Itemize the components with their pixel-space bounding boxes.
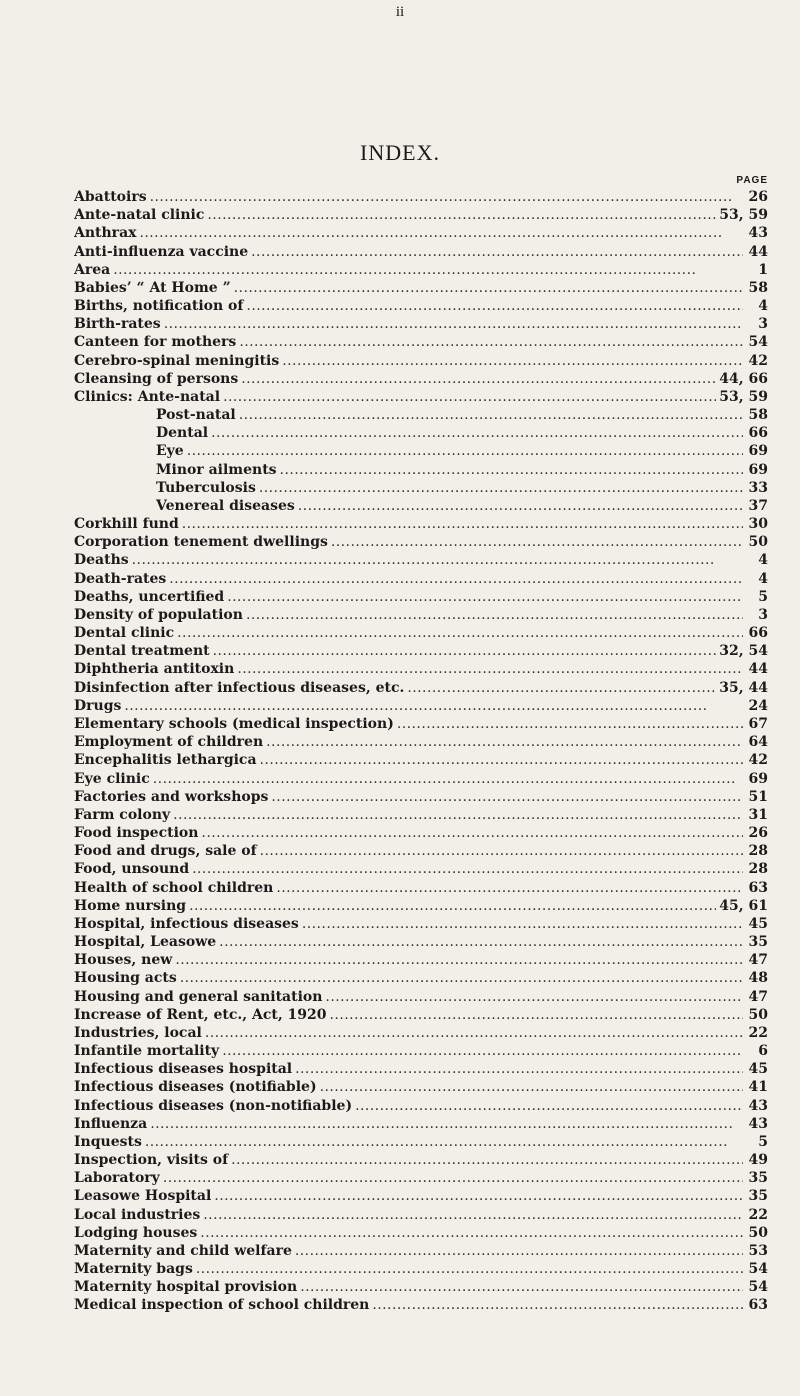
dot-leader: [214, 1187, 743, 1205]
entry-page-number: 35: [748, 1170, 768, 1187]
entry-page-number: 5: [758, 1133, 768, 1150]
entry-label: Cerebro-spinal meningitis: [74, 352, 280, 369]
dot-leader: [246, 297, 743, 315]
index-entry: [74, 988, 768, 1006]
dot-leader: [113, 261, 743, 279]
dot-leader: [266, 733, 743, 751]
dot-leader: [187, 442, 743, 460]
index-entry: [74, 188, 768, 206]
index-entry: [74, 406, 768, 424]
entry-label: Deaths: [74, 552, 129, 569]
dot-leader: [177, 624, 743, 642]
entry-page-number: 43: [748, 1097, 768, 1114]
entry-label: Elementary schools (medical inspection): [74, 715, 394, 732]
entry-label: Hospital, Leasowe: [74, 934, 217, 951]
entry-page-number: 44: [748, 243, 768, 260]
entry-label: Hospital, infectious diseases: [74, 915, 299, 932]
dot-leader: [213, 642, 717, 660]
entry-label: Laboratory: [74, 1170, 160, 1187]
entry-page-number: 49: [748, 1152, 768, 1169]
entry-label: Eye clinic: [74, 770, 150, 787]
entry-label: Post-natal: [156, 407, 236, 424]
entry-page-number: 22: [748, 1206, 768, 1223]
dot-leader: [246, 606, 743, 624]
entry-page-number: 66: [748, 425, 768, 442]
dot-leader: [164, 315, 743, 333]
page-column-heading: PAGE: [736, 175, 768, 186]
dot-leader: [182, 515, 743, 533]
entry-label: Venereal diseases: [156, 497, 295, 514]
index-entry: [74, 1260, 768, 1278]
entry-page-number: 54: [748, 334, 768, 351]
dot-leader: [259, 479, 743, 497]
entry-label: Industries, local: [74, 1024, 202, 1041]
entry-page-number: 35: [748, 1188, 768, 1205]
dot-leader: [295, 1060, 743, 1078]
entry-label: Infantile mortality: [74, 1043, 220, 1060]
dot-leader: [153, 770, 743, 788]
dot-leader: [180, 969, 743, 987]
entry-label: Leasowe Hospital: [74, 1188, 212, 1205]
index-entry: [74, 297, 768, 315]
entry-page-number: 37: [748, 497, 768, 514]
dot-leader: [150, 188, 743, 206]
index-entry: [74, 1024, 768, 1042]
index-entry: [74, 788, 768, 806]
entry-label: Inquests: [74, 1133, 142, 1150]
dot-leader: [260, 842, 743, 860]
dot-leader: [139, 224, 743, 242]
dot-leader: [211, 424, 743, 442]
index-entry: [74, 1278, 768, 1296]
dot-leader: [207, 206, 716, 224]
dot-leader: [175, 951, 743, 969]
entry-page-number: 22: [748, 1024, 768, 1041]
index-entry: [74, 1006, 768, 1024]
index-entry: [74, 679, 768, 697]
index-entry: [74, 1060, 768, 1078]
index-entry: [74, 588, 768, 606]
entry-page-number: 28: [748, 843, 768, 860]
index-entry: [74, 969, 768, 987]
index-entry: [74, 642, 768, 660]
index-entry: [74, 715, 768, 733]
entry-page-number: 50: [748, 1006, 768, 1023]
dot-leader: [241, 370, 716, 388]
entry-label: Farm colony: [74, 806, 171, 823]
index-entry: [74, 1187, 768, 1205]
index-entries: [74, 188, 768, 1315]
entry-label: Deaths, uncertified: [74, 588, 225, 605]
dot-leader: [196, 1260, 743, 1278]
dot-leader: [203, 1206, 743, 1224]
entry-page-number: 41: [748, 1079, 768, 1096]
entry-page-number: 28: [748, 861, 768, 878]
entry-label: Canteen for mothers: [74, 334, 237, 351]
entry-label: Anthrax: [74, 225, 137, 242]
page-folio: ii: [395, 4, 405, 20]
entry-label: Food inspection: [74, 825, 199, 842]
dot-leader: [280, 461, 743, 479]
index-entry: [74, 333, 768, 351]
entry-label: Cleansing of persons: [74, 370, 239, 387]
page-title: INDEX.: [360, 140, 440, 165]
entry-label: Food, unsound: [74, 861, 190, 878]
entry-page-number: 43: [748, 1115, 768, 1132]
index-entry: [74, 624, 768, 642]
index-entry: [74, 751, 768, 769]
index-entry: [74, 370, 768, 388]
index-entry: [74, 515, 768, 533]
entry-page-number: 26: [748, 825, 768, 842]
dot-leader: [231, 1151, 743, 1169]
entry-page-number: 4: [758, 570, 768, 587]
entry-page-number: 47: [748, 952, 768, 969]
entry-label: Maternity and child welfare: [74, 1242, 292, 1259]
index-entry: [74, 243, 768, 261]
entry-page-number: 30: [748, 516, 768, 533]
dot-leader: [251, 243, 743, 261]
dot-leader: [239, 333, 743, 351]
entry-label: Factories and workshops: [74, 788, 269, 805]
entry-label: Houses, new: [74, 952, 173, 969]
dot-leader: [372, 1296, 743, 1314]
entry-page-number: 47: [748, 988, 768, 1005]
index-entry: [74, 1169, 768, 1187]
index-entry: [74, 915, 768, 933]
entry-label: Food and drugs, sale of: [74, 843, 257, 860]
entry-page-number: 35: [748, 934, 768, 951]
index-entry: [74, 570, 768, 588]
index-entry: [74, 951, 768, 969]
entry-page-number: 44: [748, 661, 768, 678]
entry-page-number: 53, 59: [719, 207, 768, 224]
index-entry: [74, 1042, 768, 1060]
index-entry: [74, 1224, 768, 1242]
entry-label: Housing and general sanitation: [74, 988, 323, 1005]
dot-leader: [397, 715, 743, 733]
entry-page-number: 42: [748, 752, 768, 769]
entry-page-number: 1: [758, 261, 768, 278]
index-entry: [74, 860, 768, 878]
dot-leader: [223, 388, 716, 406]
dot-leader: [295, 1242, 743, 1260]
entry-label: Dental clinic: [74, 625, 175, 642]
dot-leader: [200, 1224, 743, 1242]
entry-label: Medical inspection of school children: [74, 1297, 370, 1314]
index-entry: [74, 279, 768, 297]
entry-page-number: 63: [748, 879, 768, 896]
entry-page-number: 3: [758, 606, 768, 623]
entry-label: Employment of children: [74, 734, 264, 751]
entry-page-number: 54: [748, 1279, 768, 1296]
entry-label: Maternity hospital provision: [74, 1279, 298, 1296]
index-entry: [74, 806, 768, 824]
index-entry: [74, 206, 768, 224]
entry-label: Lodging houses: [74, 1224, 198, 1241]
entry-label: Maternity bags: [74, 1261, 193, 1278]
dot-leader: [124, 697, 743, 715]
dot-leader: [331, 533, 743, 551]
entry-page-number: 4: [758, 298, 768, 315]
entry-page-number: 69: [748, 770, 768, 787]
dot-leader: [298, 497, 743, 515]
entry-page-number: 35, 44: [719, 679, 768, 696]
index-entry: [74, 497, 768, 515]
index-entry: [74, 842, 768, 860]
entry-label: Corporation tenement dwellings: [74, 534, 328, 551]
entry-label: Housing acts: [74, 970, 177, 987]
entry-label: Minor ailments: [156, 461, 277, 478]
dot-leader: [132, 551, 743, 569]
entry-page-number: 44, 66: [719, 370, 768, 387]
entry-page-number: 58: [748, 407, 768, 424]
entry-label: Inspection, visits of: [74, 1152, 229, 1169]
index-entry: [74, 1151, 768, 1169]
index-entry: [74, 697, 768, 715]
entry-page-number: 64: [748, 734, 768, 751]
dot-leader: [237, 660, 743, 678]
entry-page-number: 43: [748, 225, 768, 242]
entry-label: Birth-rates: [74, 316, 161, 333]
entry-page-number: 4: [758, 552, 768, 569]
dot-leader: [189, 897, 716, 915]
entry-label: Encephalitis lethargica: [74, 752, 257, 769]
entry-label: Infectious diseases hospital: [74, 1061, 293, 1078]
index-entry: [74, 461, 768, 479]
index-entry: [74, 1296, 768, 1314]
index-entry: [74, 1206, 768, 1224]
entry-label: Tuberculosis: [156, 479, 256, 496]
index-entry: [74, 660, 768, 678]
index-entry: [74, 479, 768, 497]
entry-page-number: 50: [748, 534, 768, 551]
entry-page-number: 45: [748, 915, 768, 932]
entry-label: Infectious diseases (non-notifiable): [74, 1097, 353, 1114]
entry-label: Births, notification of: [74, 298, 244, 315]
dot-leader: [234, 279, 743, 297]
dot-leader: [145, 1133, 743, 1151]
dot-leader: [302, 915, 743, 933]
dot-leader: [150, 1115, 743, 1133]
dot-leader: [169, 570, 743, 588]
entry-page-number: 5: [758, 588, 768, 605]
index-entry: [74, 770, 768, 788]
index-entry: [74, 261, 768, 279]
dot-leader: [330, 1006, 743, 1024]
dot-leader: [201, 824, 743, 842]
entry-page-number: 26: [748, 189, 768, 205]
entry-label: Density of population: [74, 606, 243, 623]
entry-page-number: 67: [748, 715, 768, 732]
entry-label: Babies’ “ At Home ”: [74, 279, 231, 296]
entry-label: Increase of Rent, etc., Act, 1920: [74, 1006, 327, 1023]
index-entry: [74, 897, 768, 915]
index-entry: [74, 606, 768, 624]
dot-leader: [219, 933, 743, 951]
entry-page-number: 53, 59: [719, 388, 768, 405]
index-entry: [74, 442, 768, 460]
dot-leader: [325, 988, 743, 1006]
entry-page-number: 66: [748, 625, 768, 642]
entry-page-number: 54: [748, 1261, 768, 1278]
dot-leader: [282, 352, 743, 370]
entry-label: Death-rates: [74, 570, 167, 587]
entry-label: Local industries: [74, 1206, 201, 1223]
entry-label: Abattoirs: [74, 189, 147, 205]
entry-label: Anti-influenza vaccine: [74, 243, 249, 260]
entry-page-number: 45, 61: [719, 897, 768, 914]
index-entry: [74, 1097, 768, 1115]
dot-leader: [163, 1169, 743, 1187]
entry-page-number: 50: [748, 1224, 768, 1241]
index-entry: [74, 1242, 768, 1260]
entry-label: Clinics: Ante-natal: [74, 388, 221, 405]
dot-leader: [239, 406, 743, 424]
dot-leader: [173, 806, 743, 824]
entry-page-number: 69: [748, 461, 768, 478]
entry-page-number: 58: [748, 279, 768, 296]
index-entry: [74, 315, 768, 333]
index-entry: [74, 551, 768, 569]
entry-page-number: 3: [758, 316, 768, 333]
entry-page-number: 6: [758, 1043, 768, 1060]
dot-leader: [320, 1078, 743, 1096]
entry-label: Dental treatment: [74, 643, 210, 660]
entry-page-number: 31: [748, 806, 768, 823]
entry-label: Disinfection after infectious diseases, etc.: [74, 679, 405, 696]
entry-page-number: 51: [748, 788, 768, 805]
dot-leader: [227, 588, 743, 606]
dot-leader: [271, 788, 743, 806]
index-entry: [74, 733, 768, 751]
dot-leader: [355, 1097, 743, 1115]
index-entry: [74, 879, 768, 897]
entry-label: Area: [74, 261, 111, 278]
entry-label: Infectious diseases (notifiable): [74, 1079, 317, 1096]
entry-page-number: 32, 54: [719, 643, 768, 660]
entry-label: Home nursing: [74, 897, 187, 914]
entry-page-number: 69: [748, 443, 768, 460]
index-entry: [74, 1133, 768, 1151]
entry-page-number: 53: [748, 1242, 768, 1259]
index-entry: [74, 424, 768, 442]
entry-page-number: 42: [748, 352, 768, 369]
index-entry: [74, 1115, 768, 1133]
entry-label: Ante-natal clinic: [74, 207, 205, 224]
index-entry: [74, 824, 768, 842]
index-entry: [74, 1078, 768, 1096]
index-entry: [74, 933, 768, 951]
entry-label: Eye: [156, 443, 184, 460]
dot-leader: [192, 860, 743, 878]
entry-label: Dental: [156, 425, 209, 442]
index-entry: [74, 352, 768, 370]
entry-page-number: 63: [748, 1297, 768, 1314]
entry-page-number: 24: [748, 697, 768, 714]
index-entry: [74, 388, 768, 406]
entry-label: Influenza: [74, 1115, 148, 1132]
entry-page-number: 48: [748, 970, 768, 987]
dot-leader: [222, 1042, 743, 1060]
dot-leader: [300, 1278, 743, 1296]
entry-page-number: 45: [748, 1061, 768, 1078]
dot-leader: [260, 751, 743, 769]
entry-label: Health of school children: [74, 879, 274, 896]
entry-label: Diphtheria antitoxin: [74, 661, 235, 678]
dot-leader: [276, 879, 743, 897]
index-entry: [74, 533, 768, 551]
entry-page-number: 33: [748, 479, 768, 496]
entry-label: Corkhill fund: [74, 516, 179, 533]
dot-leader: [205, 1024, 743, 1042]
entry-label: Drugs: [74, 697, 122, 714]
index-entry: [74, 224, 768, 242]
dot-leader: [407, 679, 716, 697]
